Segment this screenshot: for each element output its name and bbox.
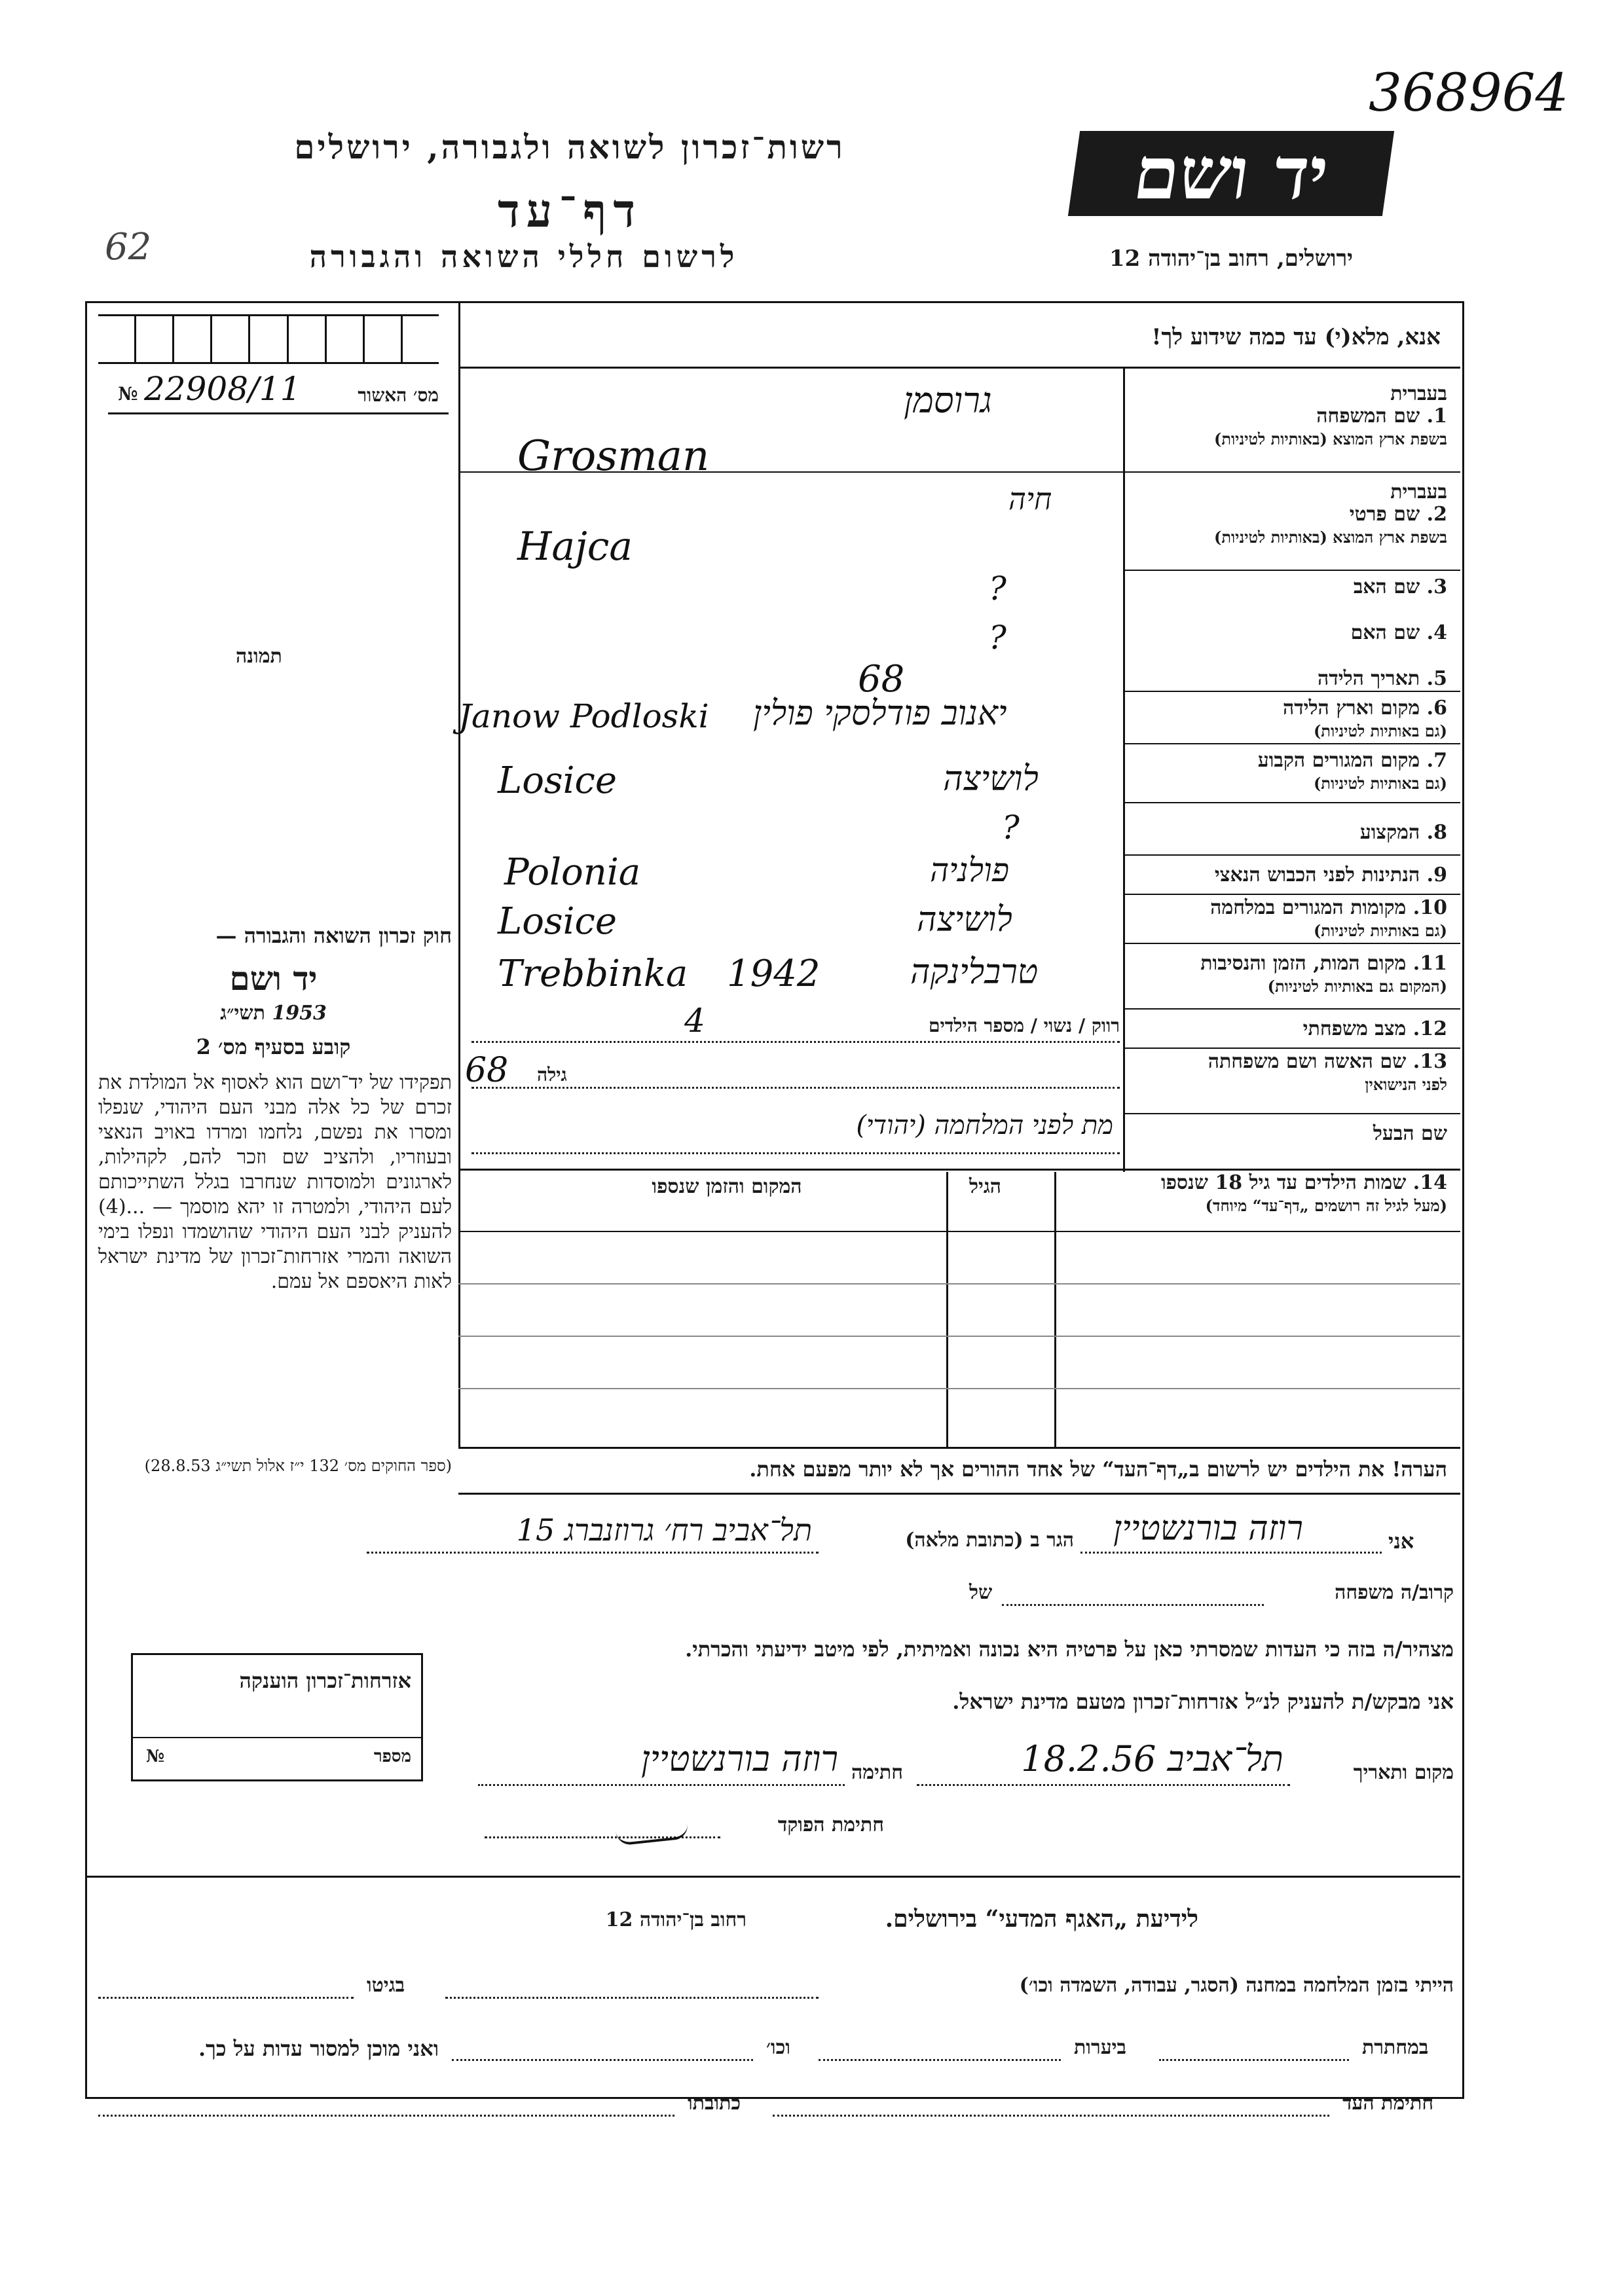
field-2-label: בעברית 2. שם פרטי בשפת ארץ המוצא (באותיות לטיניות) xyxy=(1214,481,1447,547)
father-name: ? xyxy=(989,570,1006,608)
place-date-value: תל־אביב 18.2.56 xyxy=(1021,1738,1283,1779)
footer-address: רחוב בן־יהודה 12 xyxy=(605,1908,747,1931)
authority-title: רשות־זכרון לשואה ולגבורה, ירושלים xyxy=(294,128,845,166)
law-name: יד ושם xyxy=(229,959,318,998)
children-age-header: הגיל xyxy=(969,1175,1002,1198)
declarant-name: רוזה בורנשטיין xyxy=(1113,1509,1303,1548)
handwritten-ref: 62 xyxy=(105,226,152,268)
field-9-label: 9. הנתינות לפני הכבוש הנאצי xyxy=(1214,864,1447,886)
mother-name: ? xyxy=(989,619,1006,657)
footer-underground: במחתרת xyxy=(1362,2036,1429,2059)
signature-value: רוזה בורנשטיין xyxy=(640,1738,838,1779)
surname-latin: Grosman xyxy=(517,432,710,481)
declaration-statement: מצהיר/ה בזה כי העדות שמסרתי כאן על פרטיה היא נכונה ואמיתית, לפי מיטב ידיעתי והכרתי. xyxy=(685,1637,1454,1662)
death-place-hebrew: טרבלינקה xyxy=(910,953,1039,992)
form-subtitle: לרשום חללי השואה והגבורה xyxy=(309,239,739,274)
code-boxes xyxy=(98,314,439,364)
birth-place-latin: Janow Podloski xyxy=(458,697,709,735)
photo-label: תמונה xyxy=(236,645,282,668)
remark-text: הערה! את הילדים יש לרשום ב„דף־העד“ של אחד ההורים אך לא יותר מפעם אחת. xyxy=(749,1457,1447,1482)
signature-label: חתימה xyxy=(851,1761,903,1784)
footer-line1: הייתי בזמן המלחמה במחנה (הסגר, עבודה, השמדה וכו׳) xyxy=(1019,1974,1454,1997)
field-14-label: 14. שמות הילדים עד גיל 18 שנספו (מעל לגיל זה רושמים „דף־עד“ מיוחד) xyxy=(1160,1171,1447,1215)
yad-vashem-logo: יד ושם xyxy=(1068,131,1394,216)
header-address: ירושלים, רחוב בן־יהודה 12 xyxy=(1109,246,1354,272)
birth-place-hebrew: יאנוב פודלסקי פולין xyxy=(753,694,1007,733)
declaration-living-at: הגר ב (כתובת מלאה) xyxy=(905,1529,1074,1552)
field-6-label: 6. מקום וארץ הלידה (גם באותיות לטיניות) xyxy=(1282,697,1447,740)
officer-sig-label: חתימת הפוקד xyxy=(777,1813,884,1836)
citizenship-number-label: מספר xyxy=(373,1747,411,1766)
wartime-residence-latin: Losice xyxy=(498,900,618,943)
relative-label: קרוב/ה משפחה xyxy=(1335,1581,1454,1604)
firstname-latin: Hajca xyxy=(517,524,633,570)
profession: ? xyxy=(1002,809,1020,847)
law-body: תפקידו של יד־ושם הוא לאסוף אל המולדת את זכרם של כל אלה מבני העם היהודי, שנפלו ומסרו את נפשם, נלחמו ומרדו באויב הנאצי ובעוזריו, ולהציב שם וזכר להם, לקהילות, לארגונים ולמוסדות שנחרבו בגלל השתייכותם לעם היהודי, ולמטרה זו יהא מוסמך — ...(4) להעניק לבני העם היהודי שהושמדו ונפלו בימי השואה והמרי אזרחות־זכרון של מדינת ישראל לאות היאספם אל עמם. xyxy=(98,1071,452,1293)
field-5-label: 5. תאריך הלידה xyxy=(1318,667,1447,690)
marital-options: רווק / נשוי / מספר הילדים xyxy=(928,1015,1120,1036)
residence-latin: Losice xyxy=(498,759,618,802)
approval-label: מס׳ האשור xyxy=(358,384,439,406)
death-year: 1942 xyxy=(727,953,821,995)
law-year: תשי״ג 1953 xyxy=(220,1002,327,1025)
age-value: 68 xyxy=(465,1051,509,1090)
nationality-latin: Polonia xyxy=(504,851,641,894)
field-13-label: 13. שם האשה ושם משפחתה לפני הנישואין xyxy=(1208,1050,1447,1094)
husband-value: מת לפני המלחמה (יהודי) xyxy=(856,1110,1113,1140)
relative-of: של xyxy=(969,1581,993,1604)
field-8-label: 8. המקצוע xyxy=(1359,821,1447,844)
footer-ghetto: בגיטו xyxy=(367,1974,405,1997)
archive-number: 368964 xyxy=(1369,62,1569,123)
field-4-label: 4. שם האם xyxy=(1350,621,1447,644)
place-date-label: מקום ותאריך xyxy=(1353,1761,1454,1784)
approval-row: № 22908/11 מס׳ האשור xyxy=(108,376,449,414)
wartime-residence-hebrew: לושיצה xyxy=(917,900,1012,939)
footer-address-label: כתובתו xyxy=(688,2092,741,2115)
surname-hebrew: גרוסמן xyxy=(904,380,992,421)
footer-etc: וכו׳ xyxy=(766,2036,790,2059)
citizenship-title: אזרחות־זכרון הוענקה xyxy=(239,1668,411,1693)
footer-title: לידיעת „האגף המדעי“ בירושלים. xyxy=(885,1905,1198,1933)
firstname-hebrew: חיה xyxy=(1008,481,1052,517)
field-11-label: 11. מקום המות, הזמן והנסיבות (המקום גם באותיות לטיניות) xyxy=(1200,952,1447,996)
nationality-hebrew: פולניה xyxy=(930,851,1010,889)
footer-forests: ביערות xyxy=(1074,2036,1127,2059)
declarant-address: תל־אביב רח׳ גרוזנברג 15 xyxy=(516,1512,812,1548)
field-10-label: 10. מקומות המגורים במלחמה (גם באותיות לטיניות) xyxy=(1210,896,1447,940)
form-title: דף־עד xyxy=(497,183,642,238)
footer-witness-sig: חתימת העד xyxy=(1342,2092,1434,2115)
field-12-label: 12. מצב משפחתי xyxy=(1302,1017,1447,1040)
death-place-latin: Trebbinka xyxy=(498,953,688,995)
husband-label: שם הבעל xyxy=(1373,1122,1447,1145)
law-citation: (ספר החוקים מס׳ 132 י״ז אלול תשי״ג 28.8.53) xyxy=(144,1457,452,1475)
residence-hebrew: לושיצה xyxy=(943,759,1039,799)
law-title: חוק זכרון השואה והגבורה — xyxy=(215,923,452,948)
field-3-label: 3. שם האב xyxy=(1353,575,1447,598)
age-label: גילה xyxy=(537,1064,567,1085)
law-clause: קובע בסעיף מס׳ 2 xyxy=(196,1034,351,1059)
birth-date: 68 xyxy=(858,658,905,701)
instruction-text: אנא, מלא(י) עד כמה שידוע לך! xyxy=(1151,324,1441,350)
approval-number: 22908/11 xyxy=(144,370,301,408)
children-count: 4 xyxy=(684,1002,705,1040)
footer-ready: ואני מוכן למסור עדות על כך. xyxy=(198,2036,439,2061)
children-place-header: המקום והזמן שנספו xyxy=(652,1175,802,1198)
declaration-ani: אני xyxy=(1388,1529,1414,1554)
field-7-label: 7. מקום המגורים הקבוע (גם באותיות לטיניות) xyxy=(1257,749,1447,793)
citizenship-box: אזרחות־זכרון הוענקה מספר № xyxy=(131,1653,423,1781)
field-1-label: בעברית 1. שם המשפחה בשפת ארץ המוצא (באותיות לטיניות) xyxy=(1214,382,1447,448)
declaration-request: אני מבקש/ת להעניק לנ״ל אזרחות־זכרון מטעם מדינת ישראל. xyxy=(952,1689,1454,1714)
